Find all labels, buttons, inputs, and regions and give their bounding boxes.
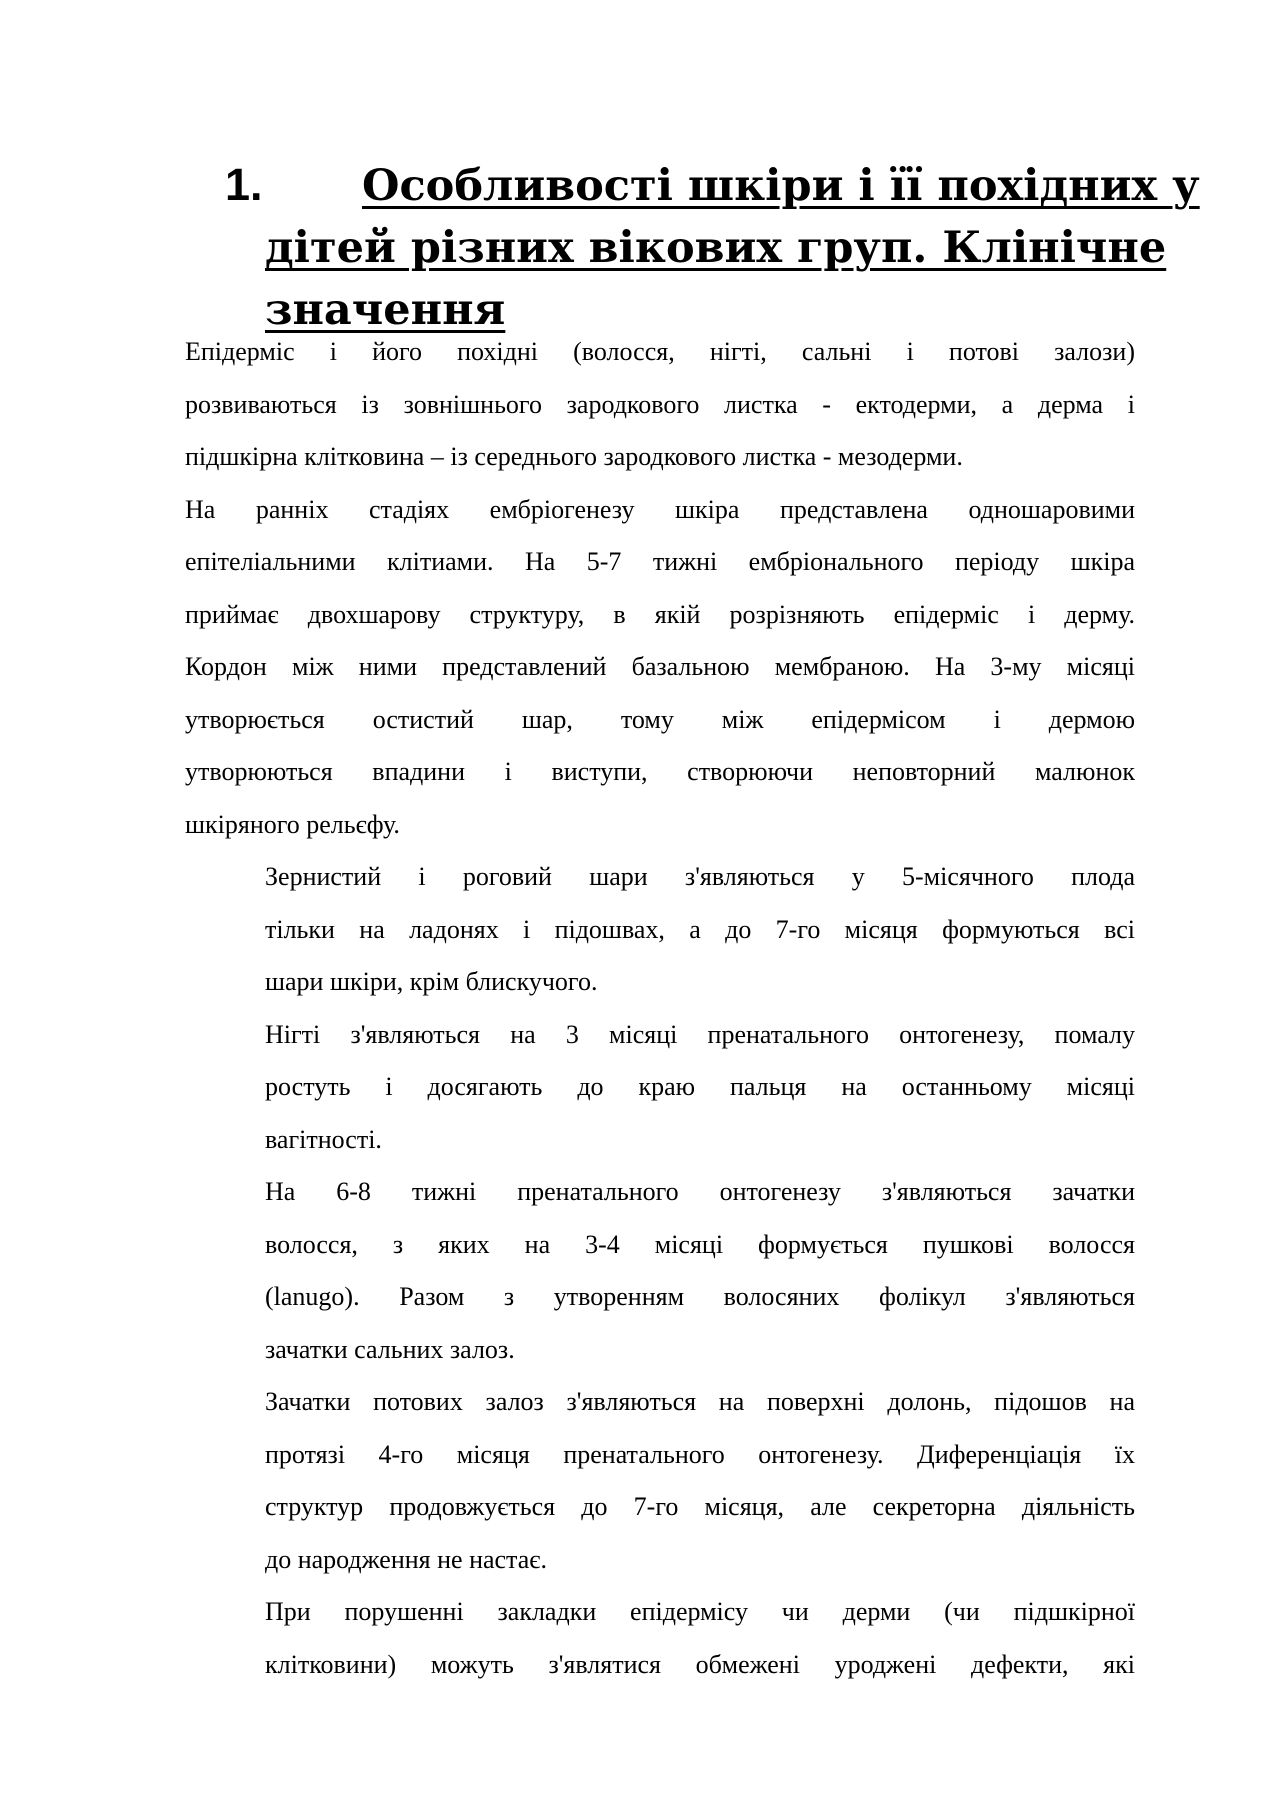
paragraph-epidermis-origin — [185, 326, 1135, 484]
paragraph-granular-layers — [265, 851, 1135, 1009]
text-line: На 6-8 тижні пренатального онтогенезу з'являються зачатки — [265, 1177, 1135, 1206]
text-line: тільки на ладонях і підошвах, а до 7-го місяця формуються всі — [265, 914, 1135, 944]
text-line: приймає двохшарову структуру, в якій розрізняють епідерміс і дерму. — [185, 599, 1135, 629]
text-line: до народження не настає. — [265, 1544, 547, 1574]
text-line: клітковини) можуть з'являтися обмежені уроджені дефекти, які — [265, 1649, 1135, 1679]
text-line: зачатки сальних залоз. — [265, 1334, 515, 1364]
text-line: підшкірна клітковина – із середнього зародкового листка - мезодерми. — [185, 442, 963, 471]
paragraph-sweat-glands — [265, 1376, 1135, 1586]
text-line: утворюється остистий шар, тому між епідермісом і дермою — [185, 704, 1135, 734]
paragraph-defects — [265, 1586, 1135, 1691]
text-line: шари шкіри, крім блискучого. — [265, 967, 598, 996]
text-line: утворюються впадини і виступи, створюючи неповторний малюнок — [185, 757, 1135, 786]
paragraph-hair — [265, 1166, 1135, 1376]
text-line: (lanugo). Разом з утворенням волосяних фолікул з'являються — [265, 1282, 1135, 1311]
text-line: вагітності. — [265, 1124, 382, 1154]
paragraph-nails — [265, 1009, 1135, 1167]
text-line: На ранніх стадіях ембріогенезу шкіра представлена одношаровими — [185, 494, 1135, 524]
text-line: ростуть і досягають до краю пальця на останньому місяці — [265, 1072, 1135, 1101]
text-line: шкіряного рельєфу. — [185, 809, 400, 839]
text-line: Кордон між ними представлений базальною мембраною. На 3-му місяці — [185, 652, 1135, 681]
document-body — [185, 326, 1135, 1691]
text-line: епітеліальними клітиами. На 5-7 тижні ембріонального періоду шкіра — [185, 547, 1135, 576]
text-line: Зернистий і роговий шари з'являються у 5-місячного плода — [265, 862, 1135, 891]
heading-title-line: дітей різних вікових груп. Клінічне — [265, 223, 1167, 273]
heading-title — [265, 155, 1200, 341]
text-line: протязі 4-го місяця пренатального онтогенезу. Диференціація їх — [265, 1439, 1135, 1469]
heading-title-line: значення — [265, 285, 506, 335]
text-line: розвиваються із зовнішнього зародкового листка - ектодерми, а дерма і — [185, 389, 1135, 419]
text-line: структур продовжується до 7-го місяця, але секреторна діяльність — [265, 1492, 1135, 1521]
heading-title-line: Особливості шкіри і її похідних у — [362, 161, 1200, 211]
paragraph-embryogenesis — [185, 484, 1135, 852]
text-line: Епідерміс і його похідні (волосся, нігті, сальні і потові залози) — [185, 337, 1135, 366]
text-line: При порушенні закладки епідермісу чи дерми (чи підшкірної — [265, 1597, 1135, 1626]
text-line: Зачатки потових залоз з'являються на поверхні долонь, підошов на — [265, 1387, 1135, 1416]
heading-number: 1. — [225, 159, 263, 210]
text-line: волосся, з яких на 3-4 місяці формується пушкові волосся — [265, 1229, 1135, 1259]
text-line: Нігті з'являються на 3 місяці пренатального онтогенезу, помалу — [265, 1019, 1135, 1049]
